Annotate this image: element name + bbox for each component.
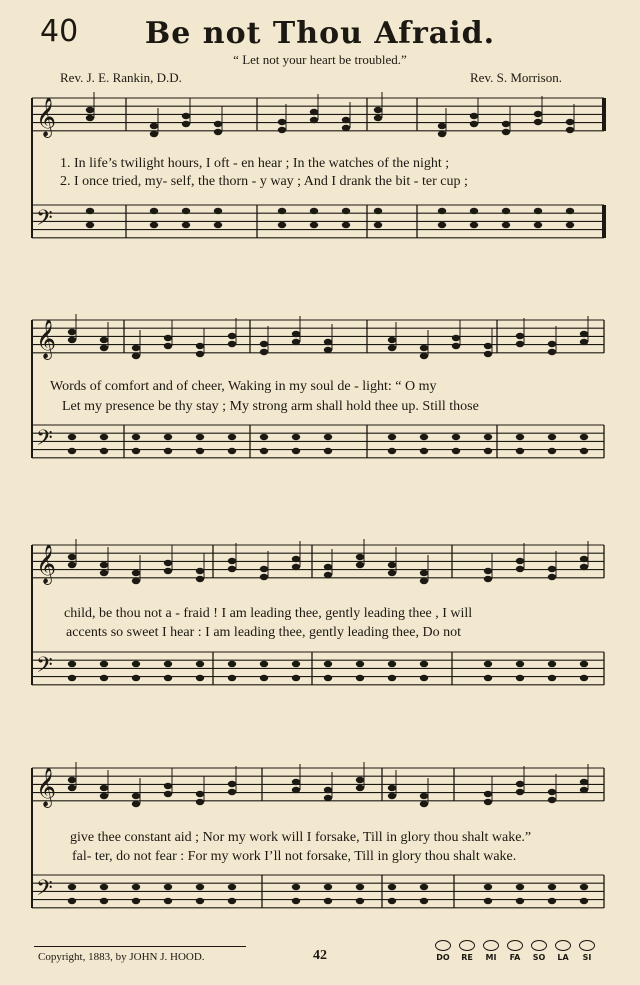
note-head: [580, 898, 588, 904]
note-head: [228, 558, 236, 564]
note-head: [132, 345, 140, 351]
note-head: [292, 448, 300, 454]
note-head: [548, 884, 556, 890]
note-head: [324, 661, 332, 667]
bass-clef-icon: 𝄢: [36, 653, 53, 683]
note-head: [580, 787, 588, 793]
note-head: [388, 345, 396, 351]
note-head: [132, 448, 140, 454]
note-head: [292, 556, 300, 562]
note-head: [516, 789, 524, 795]
note-head: [260, 349, 268, 355]
note-head: [278, 208, 286, 214]
note-head: [516, 333, 524, 339]
note-head: [516, 675, 524, 681]
copyright-notice: Copyright, 1883, by JOHN J. HOOD.: [38, 951, 205, 963]
note-head: [196, 791, 204, 797]
treble-clef-icon: 𝄞: [36, 319, 57, 359]
note-head: [68, 661, 76, 667]
note-head: [516, 566, 524, 572]
note-head: [548, 448, 556, 454]
note-head: [356, 554, 364, 560]
note-head: [260, 675, 268, 681]
note-head: [132, 434, 140, 440]
solfege-do: DO: [432, 940, 454, 962]
note-head: [310, 222, 318, 228]
note-head: [566, 127, 574, 133]
note-head: [164, 343, 172, 349]
note-head: [342, 222, 350, 228]
note-head: [324, 572, 332, 578]
note-head: [228, 675, 236, 681]
verse-2-line-3: accents so sweet I hear : I am leading thee, gently leading thee, Do not: [66, 625, 461, 640]
footer-rule: [34, 946, 246, 947]
note-head: [342, 125, 350, 131]
note-head: [182, 222, 190, 228]
note-head: [100, 785, 108, 791]
note-head: [260, 448, 268, 454]
note-head: [420, 661, 428, 667]
note-head: [68, 329, 76, 335]
note-head: [324, 884, 332, 890]
note-head: [100, 675, 108, 681]
note-head: [470, 208, 478, 214]
note-head: [260, 434, 268, 440]
hymn-title: Be not Thou Afraid.: [144, 16, 496, 51]
note-head: [228, 333, 236, 339]
note-head: [484, 661, 492, 667]
note-head: [292, 898, 300, 904]
note-head: [324, 347, 332, 353]
treble-clef-icon: 𝄞: [36, 97, 57, 137]
note-head: [580, 339, 588, 345]
note-head: [164, 783, 172, 789]
note-head: [196, 448, 204, 454]
note-head: [420, 570, 428, 576]
note-head: [438, 123, 446, 129]
note-head: [164, 434, 172, 440]
note-shape-icon: [435, 940, 451, 951]
note-head: [228, 884, 236, 890]
note-head: [548, 789, 556, 795]
note-head: [86, 107, 94, 113]
note-head: [100, 570, 108, 576]
note-head: [278, 222, 286, 228]
note-head: [516, 898, 524, 904]
note-head: [278, 127, 286, 133]
note-head: [374, 222, 382, 228]
note-head: [164, 448, 172, 454]
note-head: [164, 661, 172, 667]
note-head: [470, 222, 478, 228]
note-head: [100, 337, 108, 343]
note-head: [68, 337, 76, 343]
note-head: [292, 675, 300, 681]
hymn-number: 40: [40, 14, 79, 49]
note-head: [182, 113, 190, 119]
note-head: [86, 222, 94, 228]
note-head: [228, 566, 236, 572]
note-head: [420, 898, 428, 904]
note-head: [388, 884, 396, 890]
note-head: [310, 117, 318, 123]
note-head: [502, 208, 510, 214]
note-head: [534, 208, 542, 214]
note-head: [150, 222, 158, 228]
note-head: [548, 566, 556, 572]
note-head: [516, 781, 524, 787]
note-head: [86, 208, 94, 214]
note-head: [68, 434, 76, 440]
note-head: [260, 566, 268, 572]
note-head: [548, 675, 556, 681]
note-head: [388, 898, 396, 904]
note-head: [580, 564, 588, 570]
note-head: [484, 799, 492, 805]
note-head: [214, 129, 222, 135]
note-head: [132, 898, 140, 904]
verse-2-line-4: fal- ter, do not fear : For my work I’ll not forsake, Till in glory thou shalt wake.: [72, 849, 517, 864]
note-head: [580, 556, 588, 562]
note-head: [356, 777, 364, 783]
solfege-re: RE: [456, 940, 478, 962]
note-head: [132, 793, 140, 799]
composer-credit: Rev. S. Morrison.: [470, 70, 562, 85]
note-head: [164, 335, 172, 341]
note-head: [292, 331, 300, 337]
note-head: [452, 343, 460, 349]
note-head: [196, 351, 204, 357]
note-head: [292, 434, 300, 440]
bass-clef-icon: 𝄢: [36, 876, 53, 906]
note-head: [438, 208, 446, 214]
note-shape-icon: [507, 940, 523, 951]
note-head: [228, 448, 236, 454]
note-head: [100, 793, 108, 799]
note-head: [214, 222, 222, 228]
note-head: [388, 562, 396, 568]
note-head: [502, 222, 510, 228]
note-head: [132, 578, 140, 584]
note-head: [548, 434, 556, 440]
note-head: [164, 560, 172, 566]
note-head: [86, 115, 94, 121]
note-head: [292, 787, 300, 793]
note-head: [228, 434, 236, 440]
note-head: [484, 675, 492, 681]
note-head: [580, 675, 588, 681]
note-head: [164, 675, 172, 681]
verse-1-line-1: 1. In life’s twilight hours, I oft - en hear ; In the watches of the night ;: [60, 156, 450, 171]
note-head: [182, 121, 190, 127]
note-head: [548, 349, 556, 355]
note-head: [292, 661, 300, 667]
note-shape-icon: [483, 940, 499, 951]
note-head: [580, 448, 588, 454]
note-head: [310, 109, 318, 115]
note-head: [196, 568, 204, 574]
note-shape-icon: [459, 940, 475, 951]
note-head: [438, 222, 446, 228]
solfege-fa: FA: [504, 940, 526, 962]
note-head: [356, 562, 364, 568]
note-head: [324, 448, 332, 454]
note-head: [324, 898, 332, 904]
note-head: [228, 341, 236, 347]
solfege-so: SO: [528, 940, 550, 962]
note-head: [580, 331, 588, 337]
treble-clef-icon: 𝄞: [36, 767, 57, 807]
note-head: [292, 779, 300, 785]
note-head: [548, 341, 556, 347]
note-head: [484, 351, 492, 357]
note-head: [388, 337, 396, 343]
note-head: [68, 562, 76, 568]
verse-2-line-1: 2. I once tried, my- self, the thorn - y way ; And I drank the bit - ter cup ;: [60, 174, 468, 189]
note-head: [374, 115, 382, 121]
note-head: [484, 568, 492, 574]
note-head: [324, 434, 332, 440]
note-head: [420, 793, 428, 799]
note-head: [132, 570, 140, 576]
note-shape-icon: [555, 940, 571, 951]
note-head: [388, 434, 396, 440]
note-head: [548, 661, 556, 667]
note-head: [260, 341, 268, 347]
note-head: [516, 341, 524, 347]
note-head: [484, 576, 492, 582]
note-head: [388, 793, 396, 799]
note-head: [68, 448, 76, 454]
note-head: [534, 222, 542, 228]
note-head: [196, 661, 204, 667]
note-head: [374, 107, 382, 113]
note-head: [182, 208, 190, 214]
note-head: [516, 884, 524, 890]
verse-2-line-2: Let my presence be thy stay ; My strong arm shall hold thee up. Still those: [62, 399, 479, 414]
note-head: [548, 898, 556, 904]
note-head: [356, 785, 364, 791]
note-head: [132, 675, 140, 681]
note-head: [388, 448, 396, 454]
note-head: [150, 131, 158, 137]
note-head: [566, 208, 574, 214]
note-head: [150, 123, 158, 129]
note-head: [196, 898, 204, 904]
solfege-la: LA: [552, 940, 574, 962]
note-head: [260, 574, 268, 580]
note-head: [548, 797, 556, 803]
note-head: [196, 884, 204, 890]
note-head: [100, 345, 108, 351]
note-head: [356, 675, 364, 681]
note-head: [100, 898, 108, 904]
page-number: 42: [313, 948, 327, 963]
note-head: [68, 898, 76, 904]
note-head: [164, 898, 172, 904]
note-head: [374, 208, 382, 214]
note-shape-icon: [579, 940, 595, 951]
note-head: [580, 779, 588, 785]
note-head: [228, 898, 236, 904]
note-head: [388, 675, 396, 681]
note-head: [68, 675, 76, 681]
note-head: [100, 448, 108, 454]
note-head: [324, 339, 332, 345]
note-head: [324, 795, 332, 801]
note-head: [342, 117, 350, 123]
note-head: [278, 119, 286, 125]
note-head: [100, 661, 108, 667]
note-head: [580, 884, 588, 890]
note-head: [196, 799, 204, 805]
note-head: [420, 801, 428, 807]
note-head: [420, 578, 428, 584]
note-head: [484, 898, 492, 904]
note-head: [214, 121, 222, 127]
note-shape-icon: [531, 940, 547, 951]
note-head: [260, 661, 268, 667]
note-head: [516, 448, 524, 454]
note-head: [292, 339, 300, 345]
note-head: [292, 884, 300, 890]
note-head: [228, 781, 236, 787]
verse-1-line-4: give thee constant aid ; Nor my work will I forsake, Till in glory thou shalt wake.”: [70, 830, 532, 845]
note-head: [516, 434, 524, 440]
note-head: [132, 884, 140, 890]
note-head: [356, 884, 364, 890]
note-head: [228, 661, 236, 667]
bass-clef-icon: 𝄢: [36, 426, 53, 456]
bass-clef-icon: 𝄢: [36, 206, 53, 236]
note-head: [150, 208, 158, 214]
note-head: [516, 558, 524, 564]
note-head: [214, 208, 222, 214]
note-head: [484, 434, 492, 440]
note-head: [132, 661, 140, 667]
note-head: [68, 785, 76, 791]
note-head: [420, 434, 428, 440]
note-head: [324, 564, 332, 570]
note-head: [292, 564, 300, 570]
note-head: [342, 208, 350, 214]
note-head: [516, 661, 524, 667]
note-head: [164, 884, 172, 890]
note-head: [196, 434, 204, 440]
note-head: [324, 675, 332, 681]
note-head: [566, 222, 574, 228]
note-head: [470, 113, 478, 119]
note-head: [566, 119, 574, 125]
note-head: [310, 208, 318, 214]
verse-1-line-2: Words of comfort and of cheer, Waking in my soul de - light: “ O my: [50, 379, 437, 394]
treble-clef-icon: 𝄞: [36, 544, 57, 584]
note-head: [356, 898, 364, 904]
note-head: [100, 884, 108, 890]
note-head: [196, 343, 204, 349]
hymn-subtitle: “ Let not your heart be troubled.”: [233, 52, 407, 67]
note-head: [228, 789, 236, 795]
lyricist-credit: Rev. J. E. Rankin, D.D.: [60, 70, 182, 85]
note-head: [164, 791, 172, 797]
note-head: [100, 434, 108, 440]
verse-1-line-3: child, be thou not a - fraid ! I am leading thee, gently leading thee , I will: [64, 606, 473, 621]
note-head: [388, 570, 396, 576]
note-head: [420, 345, 428, 351]
note-head: [420, 884, 428, 890]
solfege-si: SI: [576, 940, 598, 962]
note-head: [68, 554, 76, 560]
note-head: [470, 121, 478, 127]
note-head: [100, 562, 108, 568]
note-head: [356, 661, 364, 667]
note-head: [580, 434, 588, 440]
note-head: [484, 448, 492, 454]
note-head: [68, 884, 76, 890]
note-head: [502, 121, 510, 127]
note-head: [502, 129, 510, 135]
note-head: [534, 119, 542, 125]
note-head: [438, 131, 446, 137]
note-head: [388, 661, 396, 667]
note-head: [534, 111, 542, 117]
note-head: [484, 343, 492, 349]
note-head: [196, 675, 204, 681]
note-head: [420, 675, 428, 681]
note-head: [420, 353, 428, 359]
note-head: [132, 801, 140, 807]
note-head: [420, 448, 428, 454]
note-head: [580, 661, 588, 667]
note-head: [132, 353, 140, 359]
note-head: [548, 574, 556, 580]
note-head: [452, 434, 460, 440]
note-head: [452, 335, 460, 341]
note-head: [164, 568, 172, 574]
note-head: [484, 884, 492, 890]
note-head: [484, 791, 492, 797]
solfege-mi: MI: [480, 940, 502, 962]
note-head: [452, 448, 460, 454]
note-head: [68, 777, 76, 783]
note-head: [324, 787, 332, 793]
note-head: [388, 785, 396, 791]
note-head: [196, 576, 204, 582]
